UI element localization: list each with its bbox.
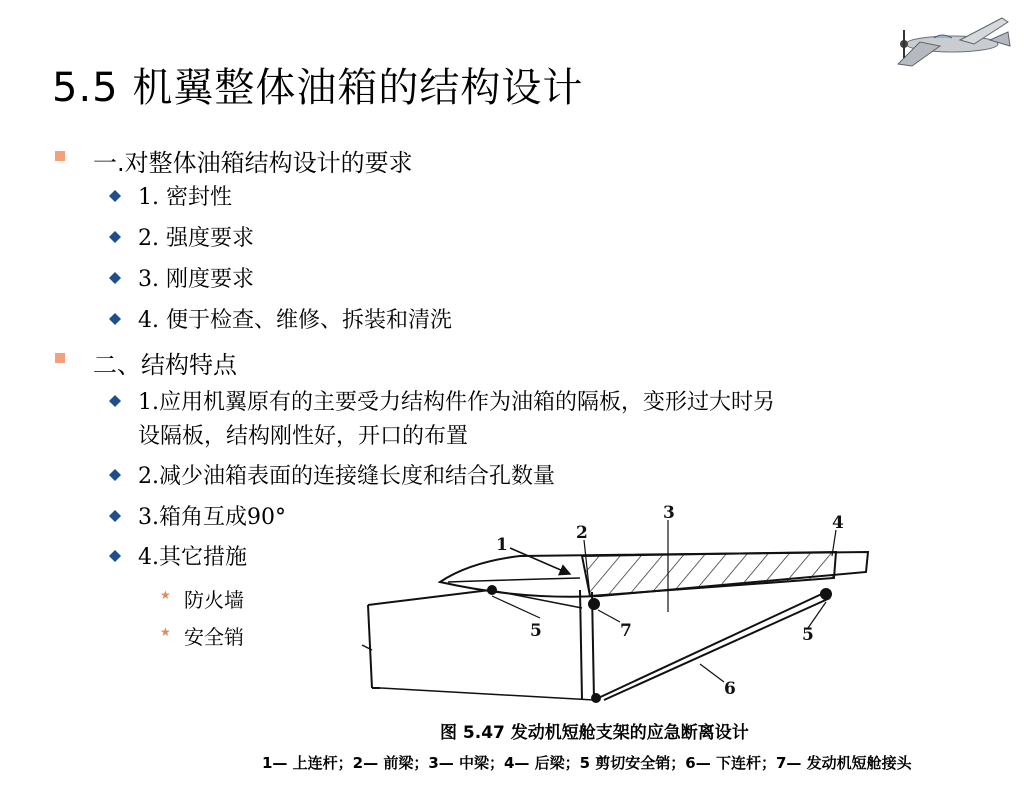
diamond-bullet-icon xyxy=(108,230,122,244)
figure-label-6: 6 xyxy=(724,679,736,699)
figure-label-4: 4 xyxy=(832,513,844,533)
figure-label-3: 3 xyxy=(663,503,675,523)
diamond-bullet-icon xyxy=(108,189,122,203)
diamond-bullet-icon xyxy=(108,271,122,285)
figure-label-5b: 5 xyxy=(802,625,814,645)
slide-title: 5.5 机翼整体油箱的结构设计 xyxy=(52,65,584,111)
diamond-bullet-icon xyxy=(108,549,122,563)
diamond-bullet-icon xyxy=(108,509,122,523)
figure-label-7: 7 xyxy=(620,621,632,641)
figure-caption: 图 5.47 发动机短舱支架的应急断离设计 xyxy=(440,723,749,743)
diamond-bullet-icon xyxy=(108,468,122,482)
figure-label-2: 2 xyxy=(576,523,588,543)
diamond-bullet-icon xyxy=(108,312,122,326)
diamond-bullet-icon xyxy=(108,394,122,408)
star-bullet-icon: ★ xyxy=(160,625,171,639)
figure-legend: 1— 上连杆；2— 前梁；3— 中梁；4— 后梁；5 剪切安全销；6— 下连杆；7— 发动机短舱接头 xyxy=(262,754,912,772)
figure-label-5: 5 xyxy=(530,621,542,641)
square-bullet-icon xyxy=(55,353,65,363)
square-bullet-icon xyxy=(55,151,65,161)
figure-label-1: 1 xyxy=(496,535,508,555)
airplane-image xyxy=(890,12,1014,72)
star-bullet-icon: ★ xyxy=(160,588,171,602)
